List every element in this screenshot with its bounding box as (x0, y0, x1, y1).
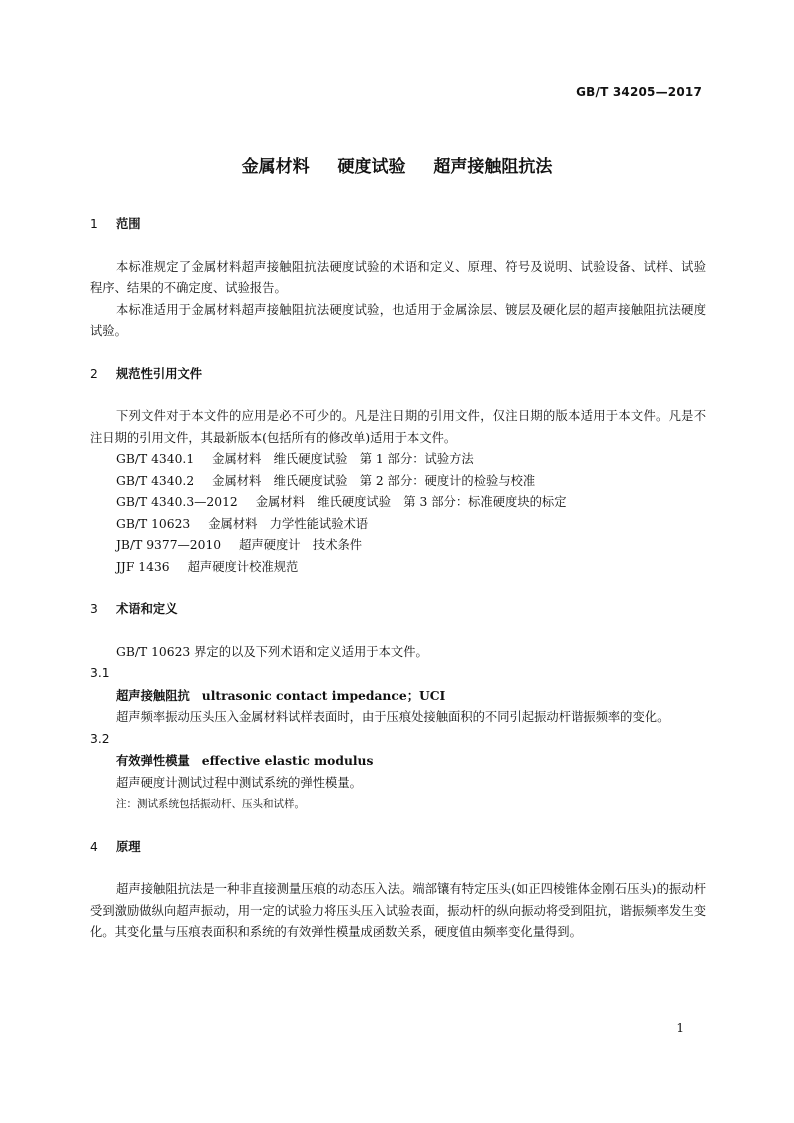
page-number: 1 (676, 1021, 684, 1035)
reference-item (90, 557, 706, 579)
section-3-intro: GB/T 10623 界定的以及下列术语和定义适用于本文件。 (116, 644, 428, 659)
reference-item (90, 514, 706, 536)
reference-title: 超声硬度计 技术条件 (239, 538, 363, 552)
reference-code: GB/T 4340.3—2012 (116, 495, 238, 509)
document-body (90, 214, 706, 944)
section-1-paragraph: 本标准适用于金属材料超声接触阻抗法硬度试验，也适用于金属涂层、镀层及硬化层的超声接触阻抗法硬度试验。 (90, 302, 706, 338)
section-title: 术语和定义 (116, 602, 178, 616)
term-heading (90, 685, 706, 708)
term-en: effective elastic modulus (201, 753, 374, 768)
reference-code: GB/T 4340.1 (116, 452, 195, 466)
reference-item (90, 449, 706, 471)
term-number: 3.1 (90, 666, 110, 680)
term-zh: 有效弹性模量 (116, 754, 190, 768)
section-number: 3 (90, 602, 98, 616)
reference-title: 金属材料 维氏硬度试验 第 3 部分：标准硬度块的标定 (255, 495, 567, 509)
title-part-3: 超声接触阻抗法 (433, 157, 553, 177)
reference-item (90, 492, 706, 514)
section-3-heading (90, 599, 706, 621)
reference-title: 金属材料 力学性能试验术语 (208, 516, 369, 531)
term-definition: 超声硬度计测试过程中测试系统的弹性模量。 (116, 775, 362, 790)
reference-title: 超声硬度计校准规范 (187, 559, 299, 574)
reference-title: 金属材料 维氏硬度试验 第 1 部分：试验方法 (212, 452, 474, 466)
term-note: 注：测试系统包括振动杆、压头和试样。 (116, 798, 305, 810)
page-title (0, 152, 794, 177)
section-title: 原理 (116, 839, 141, 854)
reference-code: JB/T 9377—2010 (116, 538, 222, 552)
reference-code: JJF 1436 (116, 559, 170, 574)
term-definition: 超声频率振动压头压入金属材料试样表面时，由于压痕处接触面积的不同引起振动杆谐振频率的变化。 (116, 710, 670, 724)
title-part-1: 金属材料 (241, 157, 310, 177)
section-4-paragraph: 超声接触阻抗法是一种非直接测量压痕的动态压入法。端部镶有特定压头(如正四棱锥体金刚石压头)的振动杆受到激励做纵向超声振动，用一定的试验力将压头压入试验表面，振动杆的纵向振动将受到阻抗，谐振频率发生变化。其变化量与压痕表面积和系统的有效弹性模量成函数关系，硬度值由频率变化量得到。 (90, 882, 706, 939)
section-number: 1 (90, 217, 98, 231)
reference-code: GB/T 4340.2 (116, 473, 195, 488)
section-number: 4 (90, 839, 98, 854)
section-4-heading (90, 837, 706, 859)
term-number: 3.2 (90, 731, 110, 746)
reference-title: 金属材料 维氏硬度试验 第 2 部分：硬度计的检验与校准 (212, 473, 536, 488)
term-zh: 超声接触阻抗 (116, 688, 190, 703)
term-en: ultrasonic contact impedance；UCI (201, 687, 446, 703)
section-title: 范围 (116, 217, 141, 231)
section-title: 规范性引用文件 (116, 366, 203, 381)
section-2-intro: 下列文件对于本文件的应用是必不可少的。凡是注日期的引用文件，仅注日期的版本适用于本文件。凡是不注日期的引用文件，其最新版本(包括所有的修改单)适用于本文件。 (90, 409, 706, 445)
title-part-2: 硬度试验 (337, 157, 406, 177)
section-1-paragraph: 本标准规定了金属材料超声接触阻抗法硬度试验的术语和定义、原理、符号及说明、试验设备、试样、试验程序、结果的不确定度、试验报告。 (90, 259, 706, 295)
term-heading (90, 750, 706, 773)
reference-code: GB/T 10623 (116, 516, 191, 531)
reference-item (90, 535, 706, 557)
section-number: 2 (90, 366, 98, 381)
section-2-heading (90, 364, 706, 386)
section-1-heading (90, 214, 706, 236)
standard-code: GB/T 34205—2017 (576, 85, 702, 99)
reference-item (90, 471, 706, 493)
